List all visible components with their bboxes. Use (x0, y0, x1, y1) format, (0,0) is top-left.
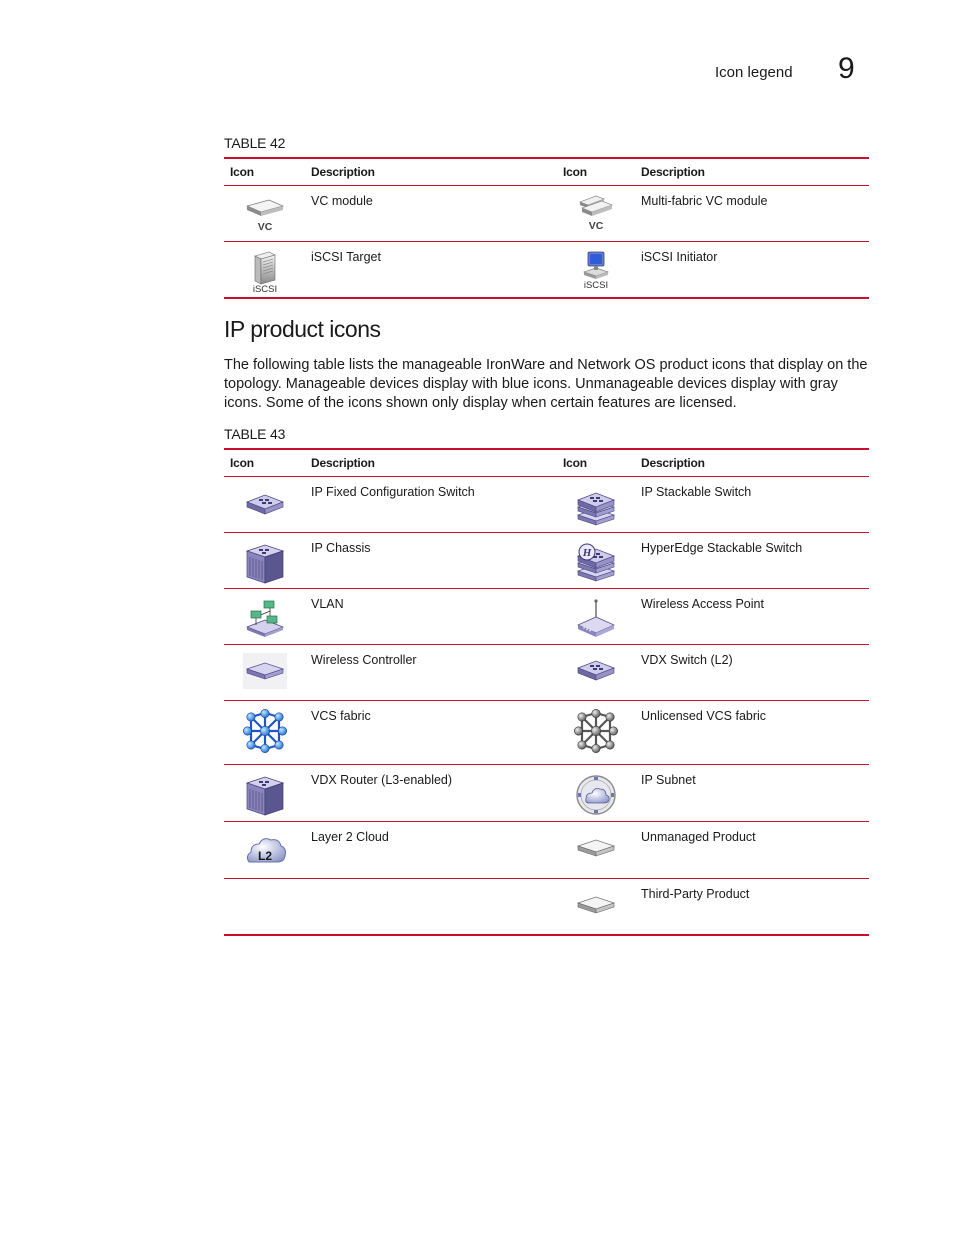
table-cell-icon (224, 589, 305, 645)
ip-fixed-switch-icon (243, 485, 287, 525)
ip-stackable-switch-icon (574, 485, 618, 529)
table42 (224, 157, 869, 299)
table-row (224, 242, 869, 299)
table43-header-desc-left: Description (305, 449, 557, 477)
table-cell-icon (224, 645, 305, 701)
table-cell-desc: VC module (305, 186, 557, 242)
iscsi-initiator-icon (574, 250, 618, 294)
table-cell-icon (224, 879, 305, 935)
vlan-icon (243, 597, 287, 641)
unlicensed-vcs-fabric-icon (574, 709, 618, 753)
iscsi-icon-label: iSCSI (252, 284, 277, 294)
table-cell-icon (557, 701, 635, 765)
table-cell-icon (224, 765, 305, 822)
table42-header-desc-left: Description (305, 158, 557, 186)
table-cell-desc: IP Chassis (305, 533, 557, 589)
vc-module-icon (243, 194, 287, 238)
table-cell-desc: Wireless Controller (305, 645, 557, 701)
table43-header-row (224, 449, 869, 477)
ip-chassis-icon (243, 541, 287, 585)
ip-subnet-icon (574, 773, 618, 817)
table-cell-desc: Wireless Access Point (635, 589, 869, 645)
hyperedge-icon-label: H (582, 547, 592, 559)
table-cell-desc: IP Stackable Switch (635, 477, 869, 533)
table-cell-desc: Multi-fabric VC module (635, 186, 869, 242)
table-cell-icon (224, 533, 305, 589)
table-cell-icon (224, 186, 305, 242)
table42-header-icon-right: Icon (557, 158, 635, 186)
table-cell-icon (557, 765, 635, 822)
table-cell-icon (557, 242, 635, 299)
table-cell-icon (557, 589, 635, 645)
section-heading: IP product icons (224, 316, 381, 342)
wireless-controller-icon (243, 653, 287, 689)
table42-header-row (224, 158, 869, 186)
table-row (224, 879, 869, 935)
vc-icon-label: VC (257, 221, 272, 233)
table-row (224, 701, 869, 765)
table-cell-desc: iSCSI Initiator (635, 242, 869, 299)
table-row (224, 645, 869, 701)
table-cell-icon (557, 477, 635, 533)
table43 (224, 448, 869, 936)
table-cell-desc: Unmanaged Product (635, 822, 869, 879)
table-cell-desc: VLAN (305, 589, 557, 645)
header-section-title: Icon legend (715, 64, 793, 81)
table-cell-icon (557, 186, 635, 242)
table43-header-desc-right: Description (635, 449, 869, 477)
table-row (224, 589, 869, 645)
table-cell-icon (557, 645, 635, 701)
header-chapter-number: 9 (838, 52, 855, 85)
table-row (224, 822, 869, 879)
table43-caption: TABLE 43 (224, 426, 286, 442)
layer2-cloud-icon (243, 830, 287, 874)
table-cell-icon (557, 822, 635, 879)
table-row (224, 765, 869, 822)
table42-header-icon-left: Icon (224, 158, 305, 186)
table-row (224, 533, 869, 589)
third-party-product-icon (574, 887, 618, 923)
table43-header-icon-right: Icon (557, 449, 635, 477)
layer2-icon-label: L2 (257, 849, 272, 863)
table-cell-icon (557, 533, 635, 589)
hyperedge-stackable-switch-icon (574, 541, 618, 585)
multi-fabric-vc-module-icon (574, 194, 618, 238)
table-cell-desc: VCS fabric (305, 701, 557, 765)
table-cell-desc: VDX Switch (L2) (635, 645, 869, 701)
table-cell-desc: Unlicensed VCS fabric (635, 701, 869, 765)
table42-caption: TABLE 42 (224, 135, 286, 151)
table-cell-desc (305, 879, 557, 935)
vcs-fabric-icon (243, 709, 287, 753)
vdx-switch-icon (574, 653, 618, 689)
table-cell-icon (224, 701, 305, 765)
wireless-access-point-icon (574, 597, 618, 641)
vc-icon-label: VC (588, 220, 604, 232)
table-cell-desc: iSCSI Target (305, 242, 557, 299)
table-cell-desc: HyperEdge Stackable Switch (635, 533, 869, 589)
table-row (224, 186, 869, 242)
table42-header-desc-right: Description (635, 158, 869, 186)
iscsi-icon-label: iSCSI (583, 280, 609, 291)
iscsi-target-icon (243, 250, 287, 294)
table-cell-desc: IP Subnet (635, 765, 869, 822)
table43-header-icon-left: Icon (224, 449, 305, 477)
table-row (224, 477, 869, 533)
table-cell-desc: IP Fixed Configuration Switch (305, 477, 557, 533)
table-cell-desc: Layer 2 Cloud (305, 822, 557, 879)
table-cell-icon (224, 242, 305, 299)
unmanaged-product-icon (574, 830, 618, 866)
table-cell-desc: Third-Party Product (635, 879, 869, 935)
table-cell-icon (224, 822, 305, 879)
table-cell-icon (557, 879, 635, 935)
table-cell-icon (224, 477, 305, 533)
intro-paragraph: The following table lists the manageable IronWare and Network OS product icons that display on the topology. Manageable devices display with blue icons. Unmanageable devices display with gray icons. Some of the icons shown only display when certain features are licensed. (224, 357, 868, 411)
table-cell-desc: VDX Router (L3-enabled) (305, 765, 557, 822)
vdx-router-icon (243, 773, 287, 817)
